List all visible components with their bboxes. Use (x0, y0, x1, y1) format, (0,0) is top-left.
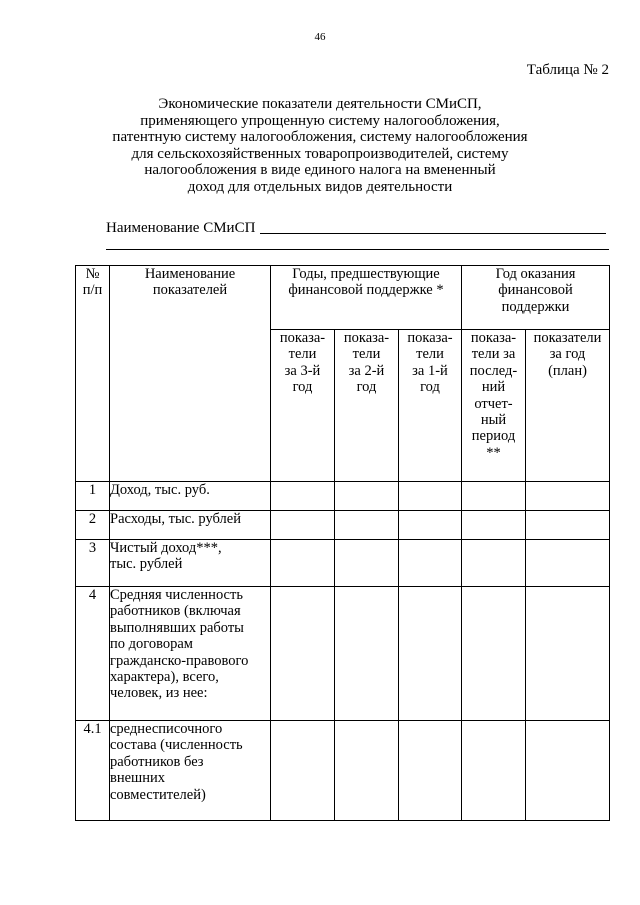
row-label-line: работников (включая (110, 603, 241, 620)
subheader-line: показа- (470, 330, 517, 346)
row-label-line: состава (численность (110, 737, 243, 754)
row-label-line: среднесписочного (110, 721, 223, 737)
org-name-label: Наименование СМиСП (106, 220, 256, 236)
subheader-line: послед- (469, 362, 518, 379)
value-cell[interactable] (526, 511, 610, 540)
subheader-line: за 1-й (412, 362, 448, 379)
subheader-plan (526, 330, 610, 482)
subheader-line: тели (288, 346, 317, 363)
value-cell[interactable] (335, 540, 399, 587)
row-label (110, 540, 271, 587)
header-prior-years-line: Годы, предшествующие (292, 266, 440, 282)
header-prior-years-line: финансовой поддержке * (288, 282, 444, 299)
value-cell[interactable] (335, 587, 399, 721)
value-cell[interactable] (335, 511, 399, 540)
subheader-line: за 2-й (348, 362, 385, 379)
header-support-year (462, 266, 610, 330)
subheader-line: отчет- (474, 395, 513, 412)
row-label (110, 482, 271, 511)
row-number: 3 (76, 540, 110, 587)
value-cell[interactable] (271, 721, 335, 821)
row-label-line: по договорам (110, 636, 193, 653)
subheader-line: (план) (548, 362, 587, 379)
value-cell[interactable] (526, 721, 610, 821)
row-label (110, 721, 271, 821)
header-support-year-line: финансовой (498, 282, 573, 299)
value-cell[interactable] (335, 482, 399, 511)
heading-line: налогообложения в виде единого налога на вмененный (144, 162, 496, 179)
value-cell[interactable] (462, 721, 526, 821)
row-label-line: Средняя численность (110, 587, 243, 603)
header-prior-years (271, 266, 462, 330)
header-name-line: Наименование (144, 266, 236, 282)
table-row (76, 721, 610, 821)
row-label-line: внешних (110, 770, 165, 787)
header-name-line: показателей (152, 282, 228, 299)
heading-line: Экономические показатели деятельности СМиСП, (158, 96, 482, 112)
value-cell[interactable] (462, 587, 526, 721)
value-cell[interactable] (462, 511, 526, 540)
subheader-line: год (420, 379, 440, 396)
table-row (76, 540, 610, 587)
subheader-line: за 3-й (284, 362, 321, 379)
header-support-year-line: поддержки (501, 298, 570, 315)
row-number: 1 (76, 482, 110, 511)
value-cell[interactable] (271, 540, 335, 587)
subheader-year-3 (271, 330, 335, 482)
row-label-line: тыс. рублей (110, 556, 183, 573)
subheader-line: за год (549, 346, 586, 363)
value-cell[interactable] (399, 587, 462, 721)
indicators-table (75, 265, 610, 821)
header-support-year-line: Год оказания (495, 266, 576, 282)
row-label (110, 587, 271, 721)
row-number: 4.1 (76, 721, 110, 821)
row-label-line: выполнявших работы (110, 619, 244, 636)
header-name (110, 266, 271, 482)
subheader-line: показатели (533, 330, 602, 346)
value-cell[interactable] (462, 540, 526, 587)
header-num (76, 266, 110, 482)
table-row (76, 511, 610, 540)
value-cell[interactable] (526, 540, 610, 587)
row-label-line: гражданско-правового (110, 652, 249, 669)
row-label-line: совместителей) (110, 786, 206, 803)
subheader-line: показа- (407, 330, 453, 346)
table-row (76, 587, 610, 721)
row-label-line: работников без (110, 753, 204, 770)
org-name-underline[interactable] (260, 233, 606, 234)
value-cell[interactable] (271, 482, 335, 511)
value-cell[interactable] (399, 482, 462, 511)
subheader-line: год (292, 379, 313, 396)
value-cell[interactable] (271, 511, 335, 540)
row-number: 2 (76, 511, 110, 540)
table-row (76, 482, 610, 511)
subheader-line: ный (480, 412, 507, 429)
row-label-line: Чистый доход***, (110, 540, 222, 556)
heading-line: для сельскохозяйственных товаропроизводителей, систему (131, 145, 509, 162)
header-num-line: п/п (82, 282, 103, 299)
subheader-line: тели за (471, 346, 516, 363)
header-row (76, 266, 610, 330)
subheader-year-2 (335, 330, 399, 482)
row-number: 4 (76, 587, 110, 721)
subheader-line: период (471, 428, 516, 445)
value-cell[interactable] (462, 482, 526, 511)
subheader-line: ний (481, 379, 506, 396)
header-num-line: № (85, 266, 100, 282)
heading-line: применяющего упрощенную систему налогообложения, (140, 112, 500, 129)
subheader-line: ** (486, 444, 501, 461)
row-label-line: Доход, тыс. руб. (110, 482, 210, 498)
subheader-line: тели (416, 346, 444, 363)
value-cell[interactable] (399, 721, 462, 821)
subheader-line: год (356, 379, 377, 396)
row-label-line: человек, из нее: (110, 685, 208, 702)
value-cell[interactable] (335, 721, 399, 821)
value-cell[interactable] (399, 540, 462, 587)
subheader-line: показа- (279, 330, 326, 346)
heading-line: патентную систему налогообложения, систему налогообложения (112, 129, 528, 146)
value-cell[interactable] (271, 587, 335, 721)
subheader-line: показа- (343, 330, 390, 346)
subheader-year-1 (399, 330, 462, 482)
value-cell[interactable] (526, 587, 610, 721)
document-heading (100, 96, 540, 196)
row-label-line: характера), всего, (110, 669, 219, 686)
page-number: 46 (314, 31, 326, 43)
value-cell[interactable] (399, 511, 462, 540)
subheader-line: тели (352, 346, 381, 363)
value-cell[interactable] (526, 482, 610, 511)
row-label-line: Расходы, тыс. рублей (110, 511, 241, 527)
org-name-underline-second[interactable] (106, 249, 609, 250)
subheader-last-period (462, 330, 526, 482)
table-label: Таблица № 2 (526, 62, 609, 78)
row-label (110, 511, 271, 540)
heading-line: доход для отдельных видов деятельности (187, 178, 453, 195)
